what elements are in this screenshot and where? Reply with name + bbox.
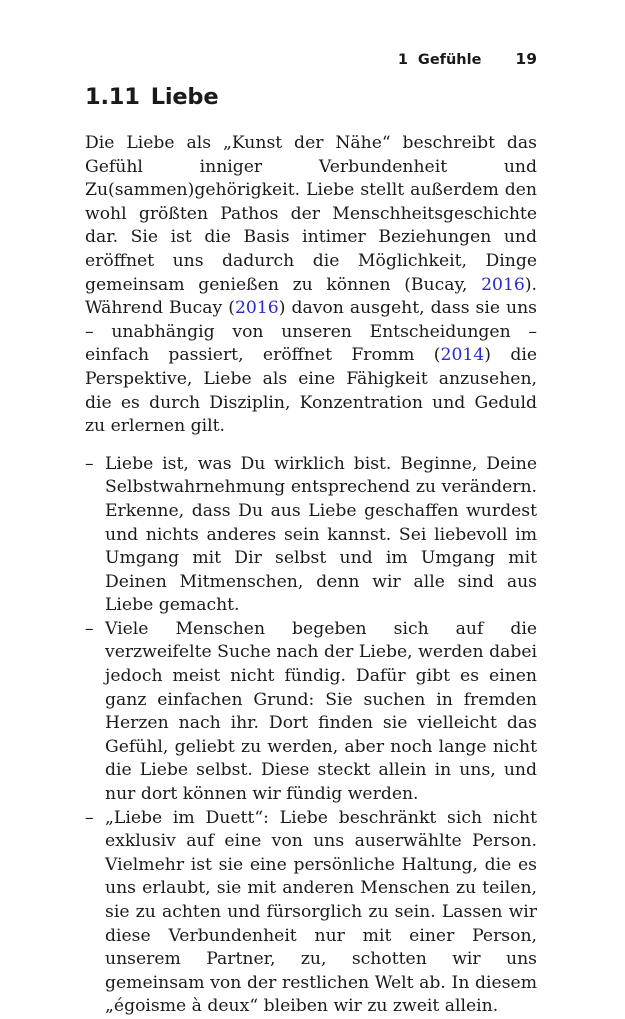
bullet-list (85, 453, 537, 1019)
intro-text-1: Die Liebe als „Kunst der Nähe“ beschreibt das Gefühl inniger Verbundenheit und Zu(sammen)gehörigkeit. Liebe stellt außerdem den wohl größten Pathos der Menschheitsgeschichte dar. Sie ist die Basis intimer Beziehungen und eröffnet uns dadurch die Möglichkeit, Dinge gemeinsam genießen zu können (Bucay, (85, 133, 537, 295)
intro-text-3: ) davon ausgeht, dass sie uns – unabhängig von unseren Entscheidungen – einfach passiert, eröffnet Fromm ( (85, 298, 537, 366)
running-head (398, 50, 537, 68)
citation-link-fromm-2014[interactable]: 2014 (440, 345, 485, 366)
citation-link-bucay-2016-b[interactable]: 2016 (234, 298, 279, 319)
citation-link-bucay-2016-a[interactable]: 2016 (481, 274, 525, 295)
intro-text-2: ). Während Bucay ( (85, 274, 537, 319)
list-item (85, 807, 537, 1019)
list-item-text: Viele Menschen begeben sich auf die verzweifelte Suche nach der Liebe, werden dabei jedoch meist nicht fündig. Dafür gibt es einen ganz einfachen Grund: Sie suchen in fremden Herzen nach ihr. Dort finden sie vielleicht das Gefühl, geliebt zu werden, aber noch lange nicht die Liebe selbst. Diese steckt allein in uns, und nur dort können wir fündig werden. (105, 618, 537, 805)
running-head-chapter-number: 1 (397, 52, 408, 68)
list-item-text: „Liebe im Duett“: Liebe beschränkt sich nicht exklusiv auf eine von uns auserwählte Person. Vielmehr ist sie eine persönliche Haltung, die es uns erlaubt, sie mit anderen Menschen zu teilen, sie zu achten und fürsorglich zu sein. Lassen wir diese Verbundenheit nur mit einer Person, unserem Partner, zu, schotten wir uns gemeinsam von der restlichen Welt ab. In diesem „égoisme à deux“ bleiben wir zu zweit allein. (105, 807, 537, 1017)
section-number: 1.11 (85, 84, 140, 110)
section-title: Liebe (150, 84, 219, 110)
page-number: 19 (515, 50, 537, 68)
list-dash: – (85, 807, 94, 828)
list-dash: – (85, 618, 94, 639)
list-item (85, 453, 537, 618)
intro-paragraph (85, 132, 537, 439)
list-item (85, 618, 537, 807)
list-dash: – (85, 453, 94, 474)
section-heading (85, 84, 218, 110)
running-head-chapter-title: Gefühle (417, 52, 482, 68)
body-text (85, 132, 537, 1019)
intro-text-4: ) die Perspektive, Liebe als eine Fähigkeit anzusehen, die es durch Disziplin, Konzentration und Geduld zu erlernen gilt. (85, 345, 537, 437)
list-item-text: Liebe ist, was Du wirklich bist. Beginne, Deine Selbstwahrnehmung entsprechend zu verändern. Erkenne, dass Du aus Liebe geschaffen wurdest und nichts anderes sein kannst. Sei liebevoll im Umgang mit Dir selbst und im Umgang mit Deinen Mitmenschen, denn wir alle sind aus Liebe gemacht. (105, 453, 537, 616)
